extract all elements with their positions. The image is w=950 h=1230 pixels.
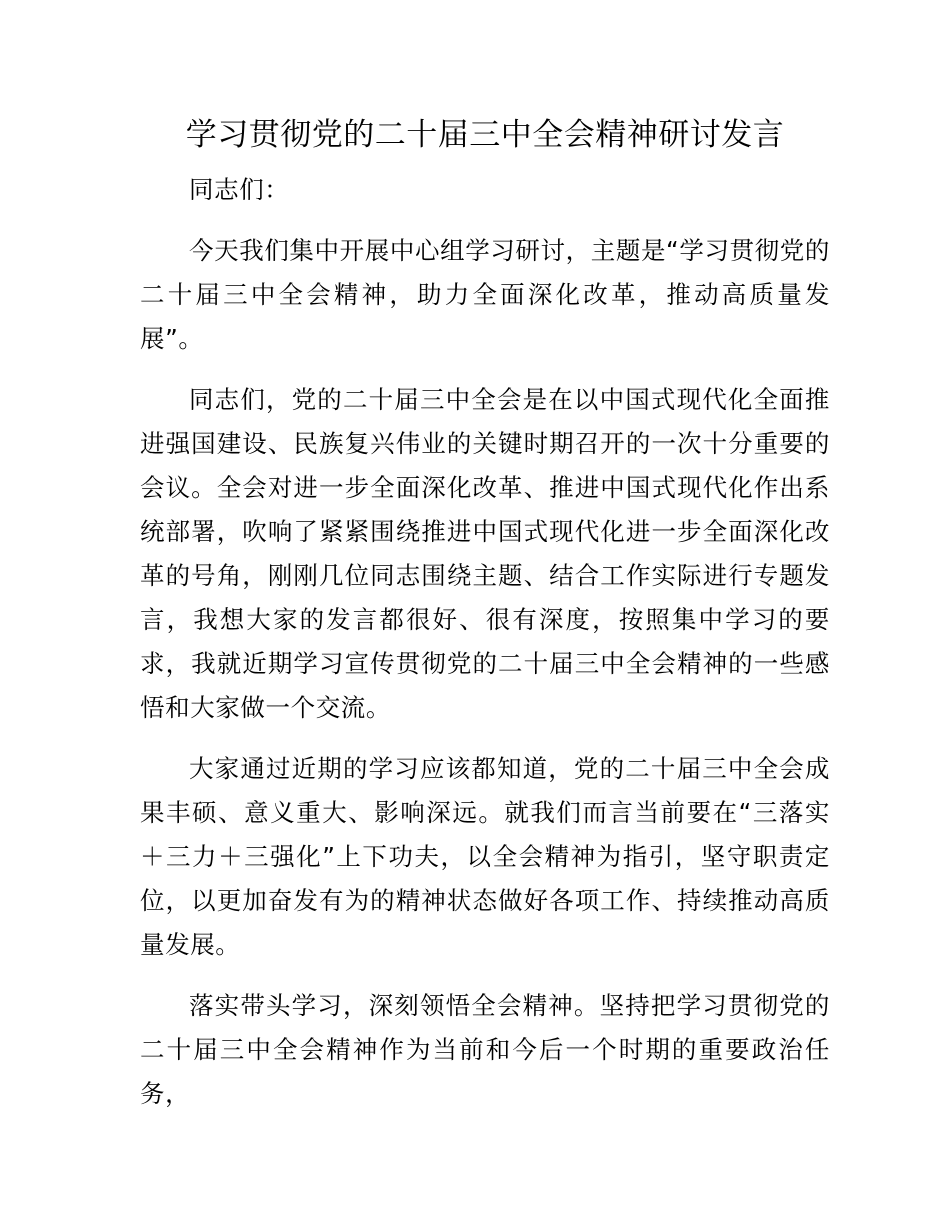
paragraph-salutation: 同志们： (189, 175, 290, 204)
paragraph-significance: 同志们，党的二十届三中全会是在以中国式现代化全面推进强国建设、民族复兴伟业的关键时期召开的一次十分重要的会议。全会对进一步全面深化改革、推进中国式现代化作出系统部署，吹响了紧紧围绕推进中国式现代化进一步全面深化改革的号角，刚刚几位同志围绕主题、结合工作实际进行专题发言，我想大家的发言都很好、很有深度，按照集中学习的要求，我就近期学习宣传贯彻党的二十届三中全会精神的一些感悟和大家做一个交流。 (140, 385, 830, 722)
document-title: 学习贯彻党的二十届三中全会精神研讨发言 (185, 117, 785, 153)
paragraph-intro: 今天我们集中开展中心组学习研讨，主题是“学习贯彻党的二十届三中全会精神，助力全面深化改革，推动高质量发展”。 (140, 236, 830, 353)
paragraph-achievements: 大家通过近期的学习应该都知道，党的二十届三中全会成果丰硕、意义重大、影响深远。就我们而言当前要在“三落实＋三力＋三强化”上下功夫，以全会精神为指引，坚守职责定位，以更加奋发有为的精神状态做好各项工作、持续推动高质量发展。 (140, 754, 830, 959)
paragraph-study: 落实带头学习，深刻领悟全会精神。坚持把学习贯彻党的二十届三中全会精神作为当前和今后一个时期的重要政治任务， (140, 991, 830, 1108)
document-body (140, 168, 830, 1133)
